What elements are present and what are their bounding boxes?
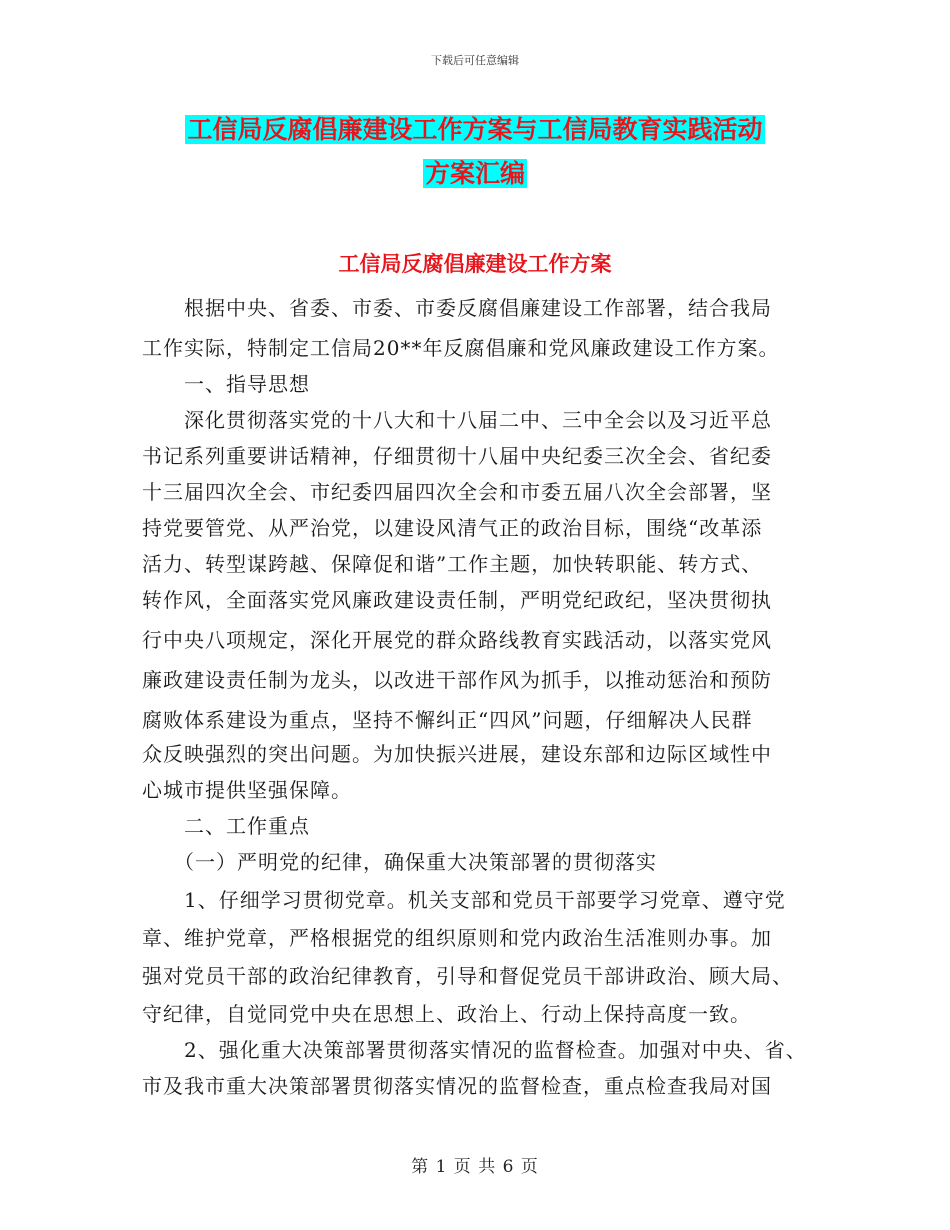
body-line: 章、维护党章，严格根据党的组织原则和党内政治生活准则办事。加 [142, 926, 772, 950]
body-line: 1、仔细学习贯彻党章。机关支部和党员干部要学习党章、遵守党 [142, 888, 786, 912]
body-line: 廉政建设责任制为龙头，以改进干部作风为抓手，以推动惩治和预防 [142, 668, 772, 692]
body-line: 深化贯彻落实党的十八大和十八届二中、三中全会以及习近平总 [142, 408, 772, 432]
document-title-line-2-text: 方案汇编 [424, 159, 525, 188]
body-line: 腐败体系建设为重点，坚持不懈纠正“四风”问题，仔细解决人民群 [142, 708, 753, 732]
body-line: 2、强化重大决策部署贯彻落实情况的监督检查。加强对中央、省、 [142, 1038, 807, 1062]
document-title-line-1 [0, 112, 950, 148]
body-line: 守纪律，自觉同党中央在思想上、政治上、行动上保持高度一致。 [142, 1002, 751, 1026]
body-line: 二、工作重点 [142, 814, 310, 838]
section-title: 工信局反腐倡廉建设工作方案 [338, 251, 612, 276]
body-line: 持党要管党、从严治党，以建设风清气正的政治目标，围绕“改革添 [142, 516, 763, 540]
body-line: 工作实际，特制定工信局20**年反腐倡廉和党风廉政建设工作方案。 [142, 336, 780, 360]
body-line: 市及我市重大决策部署贯彻落实情况的监督检查，重点检查我局对国 [142, 1074, 772, 1098]
body-line: 心城市提供坚强保障。 [142, 778, 352, 802]
document-title-line-1-text: 工信局反腐倡廉建设工作方案与工信局教育实践活动 [187, 115, 763, 144]
page-header-note: 下载后可任意编辑 [431, 54, 519, 67]
body-line: 一、指导思想 [142, 372, 310, 396]
body-line: 活力、转型谋跨越、保障促和谐”工作主题，加快转职能、转方式、 [142, 552, 763, 576]
body-line: 行中央八项规定，深化开展党的群众路线教育实践活动，以落实党风 [142, 628, 772, 652]
body-line: 众反映强烈的突出问题。为加快振兴进展，建设东部和边际区域性中 [142, 742, 772, 766]
page-number-footer: 第 1 页 共 6 页 [411, 1157, 539, 1177]
body-line: 转作风，全面落实党风廉政建设责任制，严明党纪政纪，坚决贯彻执 [142, 588, 772, 612]
body-line: 书记系列重要讲话精神，仔细贯彻十八届中央纪委三次全会、省纪委 [142, 444, 772, 468]
body-line: （一）严明党的纪律，确保重大决策部署的贯彻落实 [142, 850, 657, 874]
body-line: 十三届四次全会、市纪委四届四次全会和市委五届八次全会部署，坚 [142, 480, 772, 504]
document-title-line-2 [0, 156, 950, 192]
body-line: 强对党员干部的政治纪律教育，引导和督促党员干部讲政治、顾大局、 [142, 964, 793, 988]
body-line: 根据中央、省委、市委、市委反腐倡廉建设工作部署，结合我局 [142, 296, 772, 320]
